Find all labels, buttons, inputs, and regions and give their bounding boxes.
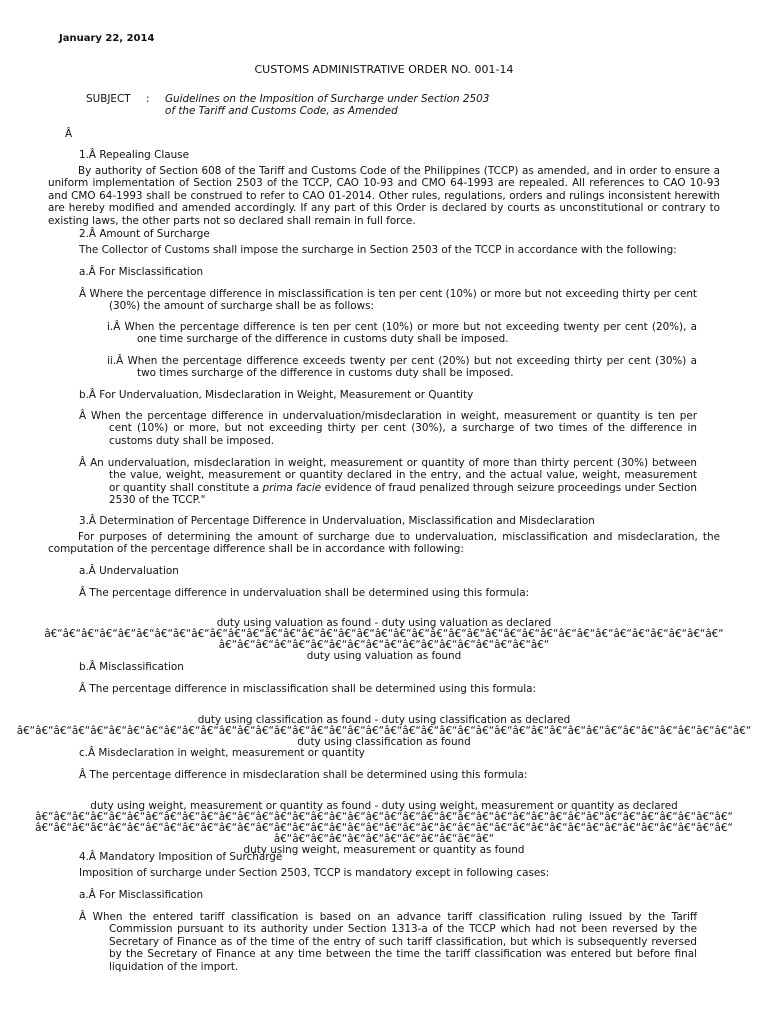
formula-a-numerator: duty using valuation as found - duty using valuation as declared <box>216 617 552 630</box>
formula-a-bar-2: â€“â€“â€“â€“â€“â€“â€“â€“â€“â€“â€“â€“â€“â€“â€“â€“â€“â€“ <box>218 639 550 652</box>
section-2b-para-2-text-b: evidence of fraud penalized through seizure proceedings under Section 2530 of the TCCP." <box>109 481 697 507</box>
section-3c-text: Â The percentage difference in misdeclaration shall be determined using this formula: <box>79 769 528 781</box>
section-3c-heading: c.Â Misdeclaration in weight, measurement or quantity <box>79 747 365 759</box>
stray-character: Â <box>65 128 73 140</box>
section-2b-heading: b.Â For Undervaluation, Misdeclaration in Weight, Measurement or Quantity <box>79 389 474 401</box>
section-4a-body: Â When the entered tariff classification is based on an advance tariff classification ruling issued by the Tariff Commission pursuant to its authority under Section 1313-a of the TCCP which had not been reversed by the Secretary of Finance as of the time of the entry of such tariff classification, but which is subsequently reversed by the Secretary of Finance at any time between the time the tariff classification was entered but before final liquidation of the import. <box>79 911 697 973</box>
formula-b-denominator: duty using classification as found <box>297 736 471 749</box>
section-3b-heading: b.Â Misclassification <box>79 661 184 673</box>
document-date: January 22, 2014 <box>59 33 155 44</box>
subject-colon: : <box>146 93 150 105</box>
section-2b-para-2-text-a: Â An undervaluation, misdeclaration in weight, measurement or quantity of more than thirty percent (30%) between the value, weight, measurement or quantity declared in the entry, and the actual value, weight, measurement or quantity shall constitute a <box>79 457 697 494</box>
section-3-heading: 3.Â Determination of Percentage Difference in Undervaluation, Misclassification and Misdeclaration <box>79 515 595 527</box>
formula-c-denominator: duty using weight, measurement or quantity as found <box>243 844 525 857</box>
section-3a-heading: a.Â Undervaluation <box>79 565 179 577</box>
section-2-heading: 2.Â Amount of Surcharge <box>79 228 210 240</box>
formula-c-numerator: duty using weight, measurement or quantity as found - duty using weight, measurement or quantity as declared <box>90 800 678 813</box>
section-4a-heading: a.Â For Misclassification <box>79 889 204 901</box>
section-2a-item-ii: ii.Â When the percentage difference exceeds twenty per cent (20%) but not exceeding thirty per cent (30%) a two times surcharge of the difference in customs duty shall be imposed. <box>107 355 697 380</box>
section-2b-para-2 <box>79 457 697 507</box>
formula-a-denominator: duty using valuation as found <box>306 650 462 663</box>
formula-b-numerator: duty using classification as found - duty using classification as declared <box>197 714 571 727</box>
section-1-heading: 1.Â Repealing Clause <box>79 149 189 161</box>
formula-c-bar-3: â€“â€“â€“â€“â€“â€“â€“â€“â€“â€“â€“â€“ <box>273 833 495 846</box>
subject-text <box>165 93 525 118</box>
subject-line-2: of the Tariff and Customs Code, as Amended <box>165 105 398 118</box>
formula-c-bar-1: â€“â€“â€“â€“â€“â€“â€“â€“â€“â€“â€“â€“â€“â€“â€“â€“â€“â€“â€“â€“â€“â€“â€“â€“â€“â€“â€“â€“â€“â€“â€“â€“â€“â€“â€“â€“â€“â€“ <box>35 811 733 824</box>
prima-facie-emphasis: prima facie <box>262 481 322 494</box>
section-4-intro: Imposition of surcharge under Section 2503, TCCP is mandatory except in following cases: <box>79 867 550 879</box>
subject-line-1: Guidelines on the Imposition of Surcharge under Section 2503 <box>165 93 490 105</box>
subject-label: SUBJECT <box>86 93 131 105</box>
formula-b-bar-1: â€“â€“â€“â€“â€“â€“â€“â€“â€“â€“â€“â€“â€“â€“â€“â€“â€“â€“â€“â€“â€“â€“â€“â€“â€“â€“â€“â€“â€“â€“â€“â€“â€“â€“â€“â€“â€“â€“â€“â€“ <box>16 725 752 738</box>
section-2-intro: The Collector of Customs shall impose the surcharge in Section 2503 of the TCCP in accordance with the following: <box>79 244 677 256</box>
section-1-body: By authority of Section 608 of the Tariff and Customs Code of the Philippines (TCCP) as amended, and in order to ensure a uniform implementation of Section 2503 of the TCCP, CAO 10-93 and CMO 64-1993 are repealed. All references to CAO 10-93 and CMO 64-1993 shall be construed to refer to CAO 01-2014. Other rules, regulations, orders and rulings inconsistent herewith are hereby modified and amended accordingly. If any part of this Order is declared by courts as unconstitutional or contrary to existing laws, the other parts not so declared shall remain in full force. <box>48 165 720 227</box>
formula-a-bar-1: â€“â€“â€“â€“â€“â€“â€“â€“â€“â€“â€“â€“â€“â€“â€“â€“â€“â€“â€“â€“â€“â€“â€“â€“â€“â€“â€“â€“â€“â€“â€“â€“â€“â€“â€“â€“â€“ <box>44 628 724 641</box>
section-2a-item-i: i.Â When the percentage difference is ten per cent (10%) or more but not exceeding twenty per cent (20%), a one time surcharge of the difference in customs duty shall be imposed. <box>107 321 697 346</box>
section-3-intro: For purposes of determining the amount of surcharge due to undervaluation, misclassification and misdeclaration, the computation of the percentage difference shall be in accordance with following: <box>48 531 720 556</box>
section-3a-text: Â The percentage difference in undervaluation shall be determined using this formula: <box>79 587 530 599</box>
section-2b-para-1: Â When the percentage difference in undervaluation/misdeclaration in weight, measurement or quantity is ten per cent (10%) or more, but not exceeding thirty per cent (30%), a surcharge of two times of the difference in customs duty shall be imposed. <box>79 410 697 447</box>
document-title: CUSTOMS ADMINISTRATIVE ORDER NO. 001-14 <box>254 63 514 76</box>
section-3b-text: Â The percentage difference in misclassification shall be determined using this formula: <box>79 683 537 695</box>
section-2a-body: Â Where the percentage difference in misclassification is ten per cent (10%) or more but not exceeding thirty per cent (30%) the amount of surcharge shall be as follows: <box>79 288 697 313</box>
section-4-heading: 4.Â Mandatory Imposition of Surcharge <box>79 851 283 863</box>
formula-c-bar-2: â€“â€“â€“â€“â€“â€“â€“â€“â€“â€“â€“â€“â€“â€“â€“â€“â€“â€“â€“â€“â€“â€“â€“â€“â€“â€“â€“â€“â€“â€“â€“â€“â€“â€“â€“â€“â€“â€“ <box>35 822 733 835</box>
section-2a-heading: a.Â For Misclassification <box>79 266 204 278</box>
